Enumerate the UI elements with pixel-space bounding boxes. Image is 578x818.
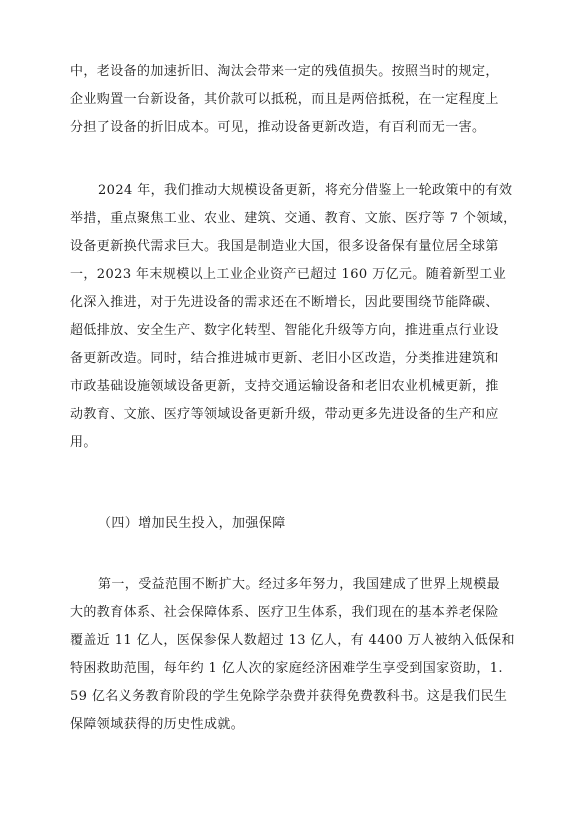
- paragraph-2-line: 2024 年，我们推动大规模设备更新，将充分借鉴上一轮政策中的有效: [98, 183, 513, 198]
- paragraph-3-line: 大的教育体系、社会保障体系、医疗卫生体系，我们现在的基本养老保险: [70, 605, 499, 620]
- paragraph-2-line: 动教育、文旅、医疗等领域设备更新升级，带动更多先进设备的生产和应: [70, 407, 499, 422]
- paragraph-2-line: 市政基础设施领域设备更新，支持交通运输设备和老旧农业机械更新，推: [70, 379, 499, 394]
- paragraph-2-line: 超低排放、安全生产、数字化转型、智能化升级等方向，推进重点行业设: [70, 323, 499, 338]
- section-heading: [70, 510, 512, 538]
- paragraph-2-line: 用。: [70, 435, 97, 450]
- paragraph-2-line: 备更新改造。同时，结合推进城市更新、老旧小区改造，分类推进建筑和: [70, 351, 499, 366]
- paragraph-3-line: 第一，受益范围不断扩大。经过多年努力，我国建成了世界上规模最: [98, 577, 501, 592]
- paragraph-2-line: 化深入推进，对于先进设备的需求还在不断增长，因此要围绕节能降碳、: [70, 295, 499, 310]
- paragraph-3-line: 保障领域获得的历史性成就。: [70, 717, 245, 732]
- paragraph-2-line: 一，2023 年末规模以上工业企业资产已超过 160 万亿元。随着新型工业: [70, 267, 507, 282]
- paragraph-2-line: 举措，重点聚焦工业、农业、建筑、交通、教育、文旅、医疗等 7 个领域，: [70, 211, 517, 226]
- paragraph-1: [70, 58, 512, 142]
- paragraph-2: [70, 177, 517, 457]
- paragraph-3: [70, 571, 515, 739]
- paragraph-3-line: 59 亿名义务教育阶段的学生免除学杂费并获得免费教科书。这是我们民生: [70, 689, 508, 704]
- paragraph-3-line: 特困救助范围，每年约 1 亿人次的家庭经济困难学生享受到国家资助，1.: [70, 661, 503, 676]
- section-heading-text: （四）增加民生投入，加强保障: [98, 516, 286, 531]
- paragraph-3-line: 覆盖近 11 亿人，医保参保人数超过 13 亿人，有 4400 万人被纳入低保和: [70, 633, 515, 648]
- paragraph-2-line: 设备更新换代需求巨大。我国是制造业大国，很多设备保有量位居全球第: [70, 239, 499, 254]
- paragraph-1-line: 企业购置一台新设备，其价款可以抵税，而且是两倍抵税，在一定程度上: [70, 92, 499, 107]
- paragraph-1-line: 中，老设备的加速折旧、淘汰会带来一定的残值损失。按照当时的规定，: [70, 64, 499, 79]
- paragraph-1-line: 分担了设备的折旧成本。可见，推动设备更新改造，有百利而无一害。: [70, 120, 486, 135]
